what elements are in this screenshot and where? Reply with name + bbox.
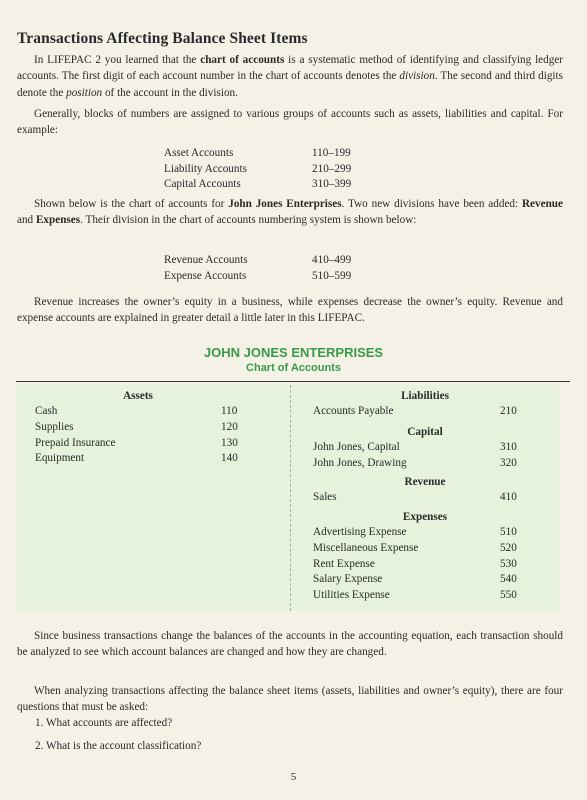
revenue-heading: Revenue <box>404 476 446 488</box>
text-run: position <box>66 86 103 99</box>
new-division-ranges-list <box>164 253 404 284</box>
chart-account-row <box>35 437 295 452</box>
chart-account-number: 210 <box>500 405 517 417</box>
capital-heading: Capital <box>407 426 443 438</box>
chart-account-name: Salary Expense <box>313 573 383 586</box>
chart-account-number: 320 <box>500 456 517 469</box>
chart-account-row <box>313 589 573 604</box>
chart-account-number: 540 <box>500 573 517 586</box>
chart-account-row <box>313 542 573 557</box>
page-number: 5 <box>290 771 297 783</box>
account-range-row <box>164 146 404 162</box>
chart-account-number: 110 <box>221 405 238 417</box>
chart-account-row <box>35 405 295 420</box>
chart-account-row <box>35 452 295 467</box>
chart-account-row <box>313 441 573 456</box>
question-item: 1. What accounts are affected? <box>35 717 173 729</box>
chart-account-number: 130 <box>221 436 238 449</box>
account-range-numbers: 310–399 <box>312 178 352 191</box>
chart-account-name: John Jones, Capital <box>313 441 400 453</box>
question-item: 2. What is the account classification? <box>35 740 202 752</box>
text-run: and <box>17 214 36 227</box>
liabilities-heading: Liabilities <box>401 390 449 402</box>
chart-account-name: Equipment <box>35 452 85 465</box>
blocks-paragraph: Generally, blocks of numbers are assigned to various groups of accounts such as assets, liabilities and capital. For example: <box>17 108 563 137</box>
chart-account-name: John Jones, Drawing <box>313 456 407 469</box>
chart-account-name: Advertising Expense <box>313 526 407 538</box>
text-run: Expenses <box>35 214 81 227</box>
text-run: In LIFEPAC 2 you learned that the <box>34 54 201 66</box>
questions-intro-paragraph: When analyzing transactions affecting the balance sheet items (assets, liabilities and owner’s equity), there are four questions that must be asked: <box>17 685 563 714</box>
chart-account-name: Sales <box>313 491 337 503</box>
chart-account-number: 510 <box>500 526 517 538</box>
chart-account-number: 410 <box>500 491 517 503</box>
account-range-numbers: 210–299 <box>312 162 352 175</box>
section-heading: Transactions Affecting Balance Sheet Items <box>17 30 308 47</box>
text-run: . Two new divisions have been added: <box>341 198 522 210</box>
expenses-heading: Expenses <box>402 511 448 523</box>
chart-account-row <box>313 573 573 588</box>
chart-account-row <box>313 491 573 506</box>
divisions-paragraph <box>17 196 563 229</box>
chart-account-number: 520 <box>500 541 517 554</box>
chart-account-number: 310 <box>500 441 517 453</box>
chart-company-title: JOHN JONES ENTERPRISES <box>203 345 384 360</box>
account-range-name: Expense Accounts <box>164 269 247 282</box>
text-run: chart of accounts <box>200 54 285 66</box>
chart-account-row <box>313 405 573 420</box>
chart-account-name: Prepaid Insurance <box>35 436 116 449</box>
chart-account-number: 550 <box>500 589 517 602</box>
text-run: is a systematic method of identifying and classifying ledger accounts. The first digit of each account number in the chart of accounts denotes the <box>17 54 564 83</box>
chart-account-row <box>313 457 573 472</box>
revenue-expense-paragraph: Revenue increases the owner’s equity in a business, while expenses decrease the owner’s equity. Revenue and expense accounts are explained in greater detail a little later in this LIFEPAC. <box>17 296 563 325</box>
account-range-numbers: 510–599 <box>312 269 352 282</box>
account-range-name: Capital Accounts <box>164 178 241 191</box>
chart-account-name: Rent Expense <box>313 557 375 570</box>
account-range-numbers: 410–499 <box>312 254 352 266</box>
chart-account-number: 120 <box>221 420 238 433</box>
account-range-row <box>164 253 404 269</box>
chart-top-rule <box>16 381 570 382</box>
text-run: . Their division in the chart of accounts numbering system is shown below: <box>80 214 417 227</box>
chart-account-number: 530 <box>500 557 517 570</box>
account-ranges-list <box>164 146 404 193</box>
account-range-row <box>164 177 404 193</box>
intro-paragraph <box>17 52 563 101</box>
text-run: . The second and third digits denote the <box>17 70 564 99</box>
chart-account-name: Utilities Expense <box>313 589 390 602</box>
chart-account-name: Supplies <box>35 420 74 433</box>
chart-account-row <box>313 558 573 573</box>
account-range-numbers: 110–199 <box>312 147 351 159</box>
assets-heading: Assets <box>123 390 153 402</box>
chart-account-name: Cash <box>35 405 58 417</box>
account-range-row <box>164 162 404 178</box>
chart-account-number: 140 <box>221 452 238 465</box>
chart-account-row <box>313 526 573 541</box>
text-run: of the account in the division. <box>102 86 238 99</box>
text-run: Revenue <box>521 198 563 210</box>
chart-subtitle: Chart of Accounts <box>246 362 341 374</box>
account-range-row <box>164 269 404 285</box>
chart-account-row <box>35 421 295 436</box>
account-range-name: Asset Accounts <box>164 147 234 159</box>
chart-account-name: Accounts Payable <box>313 405 394 417</box>
chart-account-name: Miscellaneous Expense <box>313 541 419 554</box>
text-run: John Jones Enterprises <box>228 198 342 210</box>
account-range-name: Liability Accounts <box>164 162 247 175</box>
analysis-paragraph: Since business transactions change the balances of the accounts in the accounting equation, each transaction should be analyzed to see which account balances are changed and how they are changed. <box>17 630 563 659</box>
text-run: division <box>399 70 435 83</box>
text-run: Shown below is the chart of accounts for <box>34 198 229 210</box>
account-range-name: Revenue Accounts <box>164 254 248 266</box>
